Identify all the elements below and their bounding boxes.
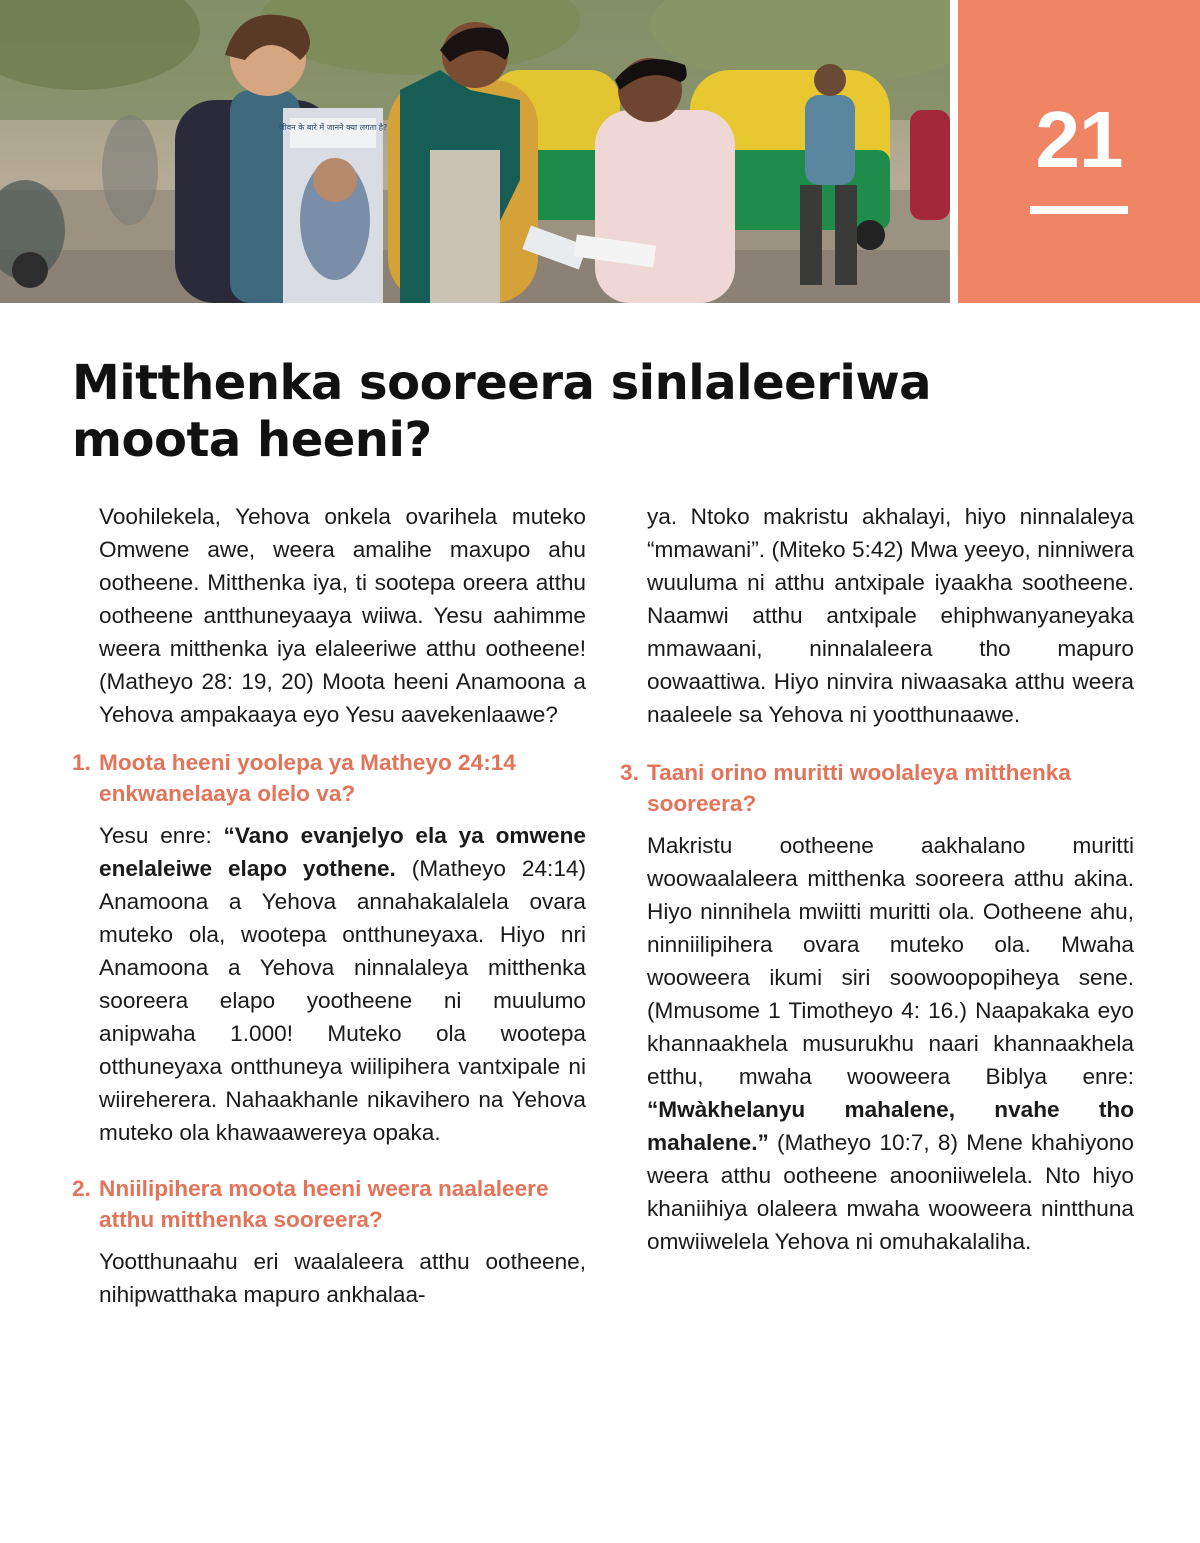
lesson-number-underline bbox=[1030, 206, 1128, 214]
left-column bbox=[72, 500, 586, 1311]
question-3-number: 3. bbox=[620, 760, 639, 785]
sign-text: जीवन के बारे में जानने क्या लगता है? bbox=[278, 123, 388, 132]
lesson-number-box bbox=[958, 0, 1200, 303]
lesson-number: 21 bbox=[1035, 95, 1123, 184]
question-3-heading bbox=[620, 757, 1134, 819]
answer-2-paragraph-continued: ya. Ntoko makristu akhalayi, hiyo ninnalaleya “mmawani”. (Miteko 5:42) Mwa yeeyo, ninniwera wuuluma ni atthu antxipale iyaakha sootheene. Naamwi atthu antxipale ehiphwanyaneyaka mmawaani, ninnalaleera tho mapuro oowaattiwa. Hiyo ninvira niwaasaka atthu weera naaleele sa Yehova ni yootthunaawe. bbox=[647, 504, 1134, 727]
question-1-number: 1. bbox=[72, 750, 91, 775]
header-photo bbox=[0, 0, 950, 303]
question-1-heading bbox=[72, 747, 586, 809]
answer-3-lead: Makristu ootheene aakhalano muritti woowaalaleera mitthenka sooreera atthu akina. Hiyo ninnihela mwiitti muritti ola. Ootheene ahu, ninniilipihera ovara muteko ola. Mwaha wooweera ikumi siri soowoopopiheya sene. (Mmusome 1 Timotheyo 4: 16.) Naapakaka eyo khannaakhela musurukhu naari khannaakhela etthu, mwaha wooweera Biblya enre: bbox=[647, 833, 1134, 1089]
question-2-heading bbox=[72, 1173, 586, 1235]
page-title: Mitthenka sooreera sinlaleeriwa moota heeni? bbox=[72, 355, 932, 468]
answer-1-lead: Yesu enre: bbox=[99, 823, 224, 848]
right-column bbox=[620, 500, 1134, 1258]
answer-1-body: (Matheyo 24:14) Anamoona a Yehova annahakalalela ovara muteko ola, wootepa ontthuneyaxa. Hiyo nri Anamoona a Yehova ninnalaleya mitthenka sooreera elapo yootheene ni muulumo anipwaha 1.000! Muteko ola wootepa otthuneyaxa ontthuneya wiilipihera vantxipale ni wiireherera. Nahaakhanle nikavihero na Yehova muteko ola khawaawereya opaka. bbox=[99, 856, 586, 1145]
answer-3-quote: “Mwàkhelanyu mahalene, nvahe tho mahalene.” bbox=[647, 1097, 1134, 1155]
answer-3-paragraph bbox=[620, 829, 1134, 1258]
answer-3-body: (Matheyo 10:7, 8) Mene khahiyono weera atthu ootheene anooniiwelela. Nto hiyo khaniihiya olaleera mwaha wooweera nintthuna omwiiwelela Yehova ni omuhakalaliha. bbox=[647, 1130, 1134, 1254]
question-3-text: Taani orino muritti woolaleya mitthenka sooreera? bbox=[647, 760, 1071, 816]
question-2-text: Nniilipihera moota heeni weera naalaleere atthu mitthenka sooreera? bbox=[99, 1176, 549, 1232]
question-2-number: 2. bbox=[72, 1176, 91, 1201]
answer-1-paragraph bbox=[72, 819, 586, 1149]
answer-2-paragraph-start: Yootthunaahu eri waalaleera atthu ootheene, nihipwatthaka mapuro ankhalaa- bbox=[99, 1249, 586, 1307]
answer-1-quote: “Vano evanjelyo ela ya omwene enelaleiwe elapo yothene. bbox=[99, 823, 586, 881]
intro-paragraph: Voohilekela, Yehova onkela ovarihela muteko Omwene awe, weera amalihe maxupo ahu ootheene. Mitthenka iya, ti sootepa oreera atthu ootheene antthuneyaaya wiiwa. Yesu aahimme weera mitthenka iya elaleeriwe atthu ootheene! (Matheyo 28: 19, 20) Moota heeni Anamoona a Yehova ampakaaya eyo Yesu aavekenlaawe? bbox=[99, 504, 586, 727]
street-scene-illustration bbox=[0, 0, 950, 303]
question-1-text: Moota heeni yoolepa ya Matheyo 24:14 enkwanelaaya olelo va? bbox=[99, 750, 516, 806]
